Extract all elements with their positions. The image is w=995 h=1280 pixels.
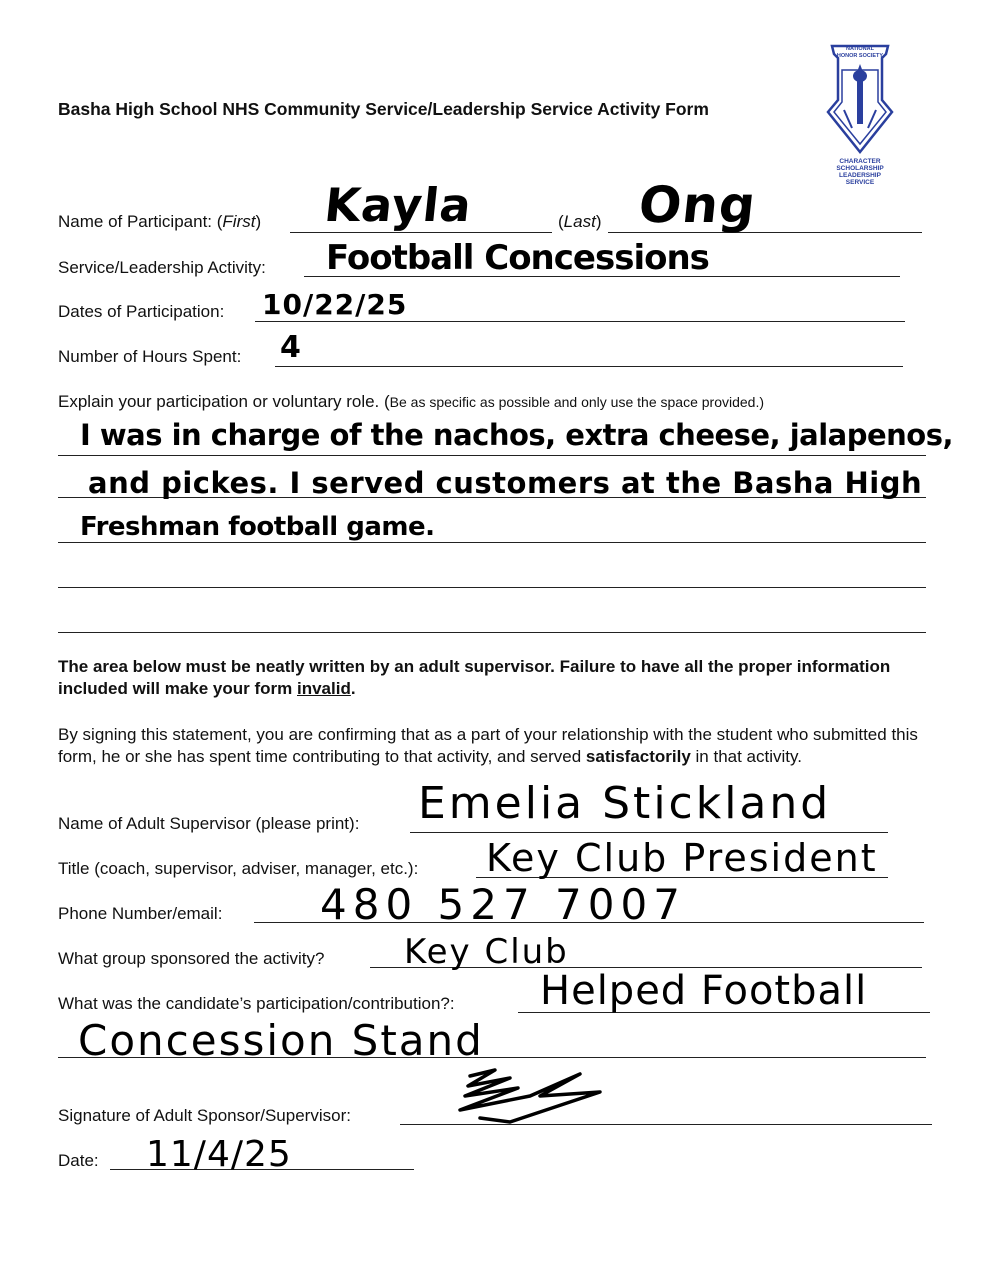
dates-line [255, 321, 905, 322]
logo-top-text: NATIONAL HONOR SOCIETY [836, 46, 884, 59]
phone-label: Phone Number/email: [58, 904, 223, 923]
dates-label: Dates of Participation: [58, 302, 225, 321]
first-name-line [290, 232, 552, 233]
notice-end: . [350, 679, 356, 698]
hours-label: Number of Hours Spent: [58, 347, 242, 366]
explain-line-1 [58, 455, 926, 456]
explain-hint: Be as specific as possible and only use the space provided.) [389, 394, 765, 410]
last-label-row [558, 212, 601, 232]
phone-value: 480 527 7007 [320, 880, 686, 929]
name-label-row [58, 212, 261, 232]
explain-line-4 [58, 587, 926, 588]
nhs-logo [820, 40, 900, 190]
supervisor-notice [58, 656, 938, 700]
statement-end: in that activity. [690, 747, 802, 766]
statement-text: By signing this statement, you are confirming that as a part of your relationship with the student who submitted this form, he or she has spent time contributing to that activity, and served [58, 725, 918, 766]
logo-bottom-text-3: LEADERSHIP [839, 172, 881, 179]
signing-statement [58, 724, 938, 768]
explain-line-3 [58, 542, 926, 543]
last-label: Last [563, 212, 596, 231]
supervisor-title-value: Key Club President [486, 836, 878, 880]
supervisor-title-label: Title (coach, supervisor, adviser, manager, etc.): [58, 859, 419, 878]
explain-line-5 [58, 632, 926, 633]
explain-label: Explain your participation or voluntary role. ( [58, 392, 390, 411]
logo-bottom-text-1: CHARACTER [839, 158, 881, 165]
explain-value-1: I was in charge of the nachos, extra cheese, jalapenos, [80, 418, 953, 452]
last-close: ) [595, 212, 602, 231]
contribution-value-2: Concession Stand [78, 1016, 484, 1065]
first-close: ) [255, 212, 262, 231]
hours-value: 4 [280, 330, 302, 365]
form-title: Basha High School NHS Community Service/Leadership Service Activity Form [58, 99, 709, 119]
logo-bottom-text-4: SERVICE [845, 179, 875, 186]
notice-text: The area below must be neatly written by an adult supervisor. Failure to have all the proper information included will make your form [58, 657, 891, 698]
signature-label: Signature of Adult Sponsor/Supervisor: [58, 1106, 351, 1125]
statement-bold: satisfactorily [585, 747, 691, 766]
contribution-value-1: Helped Football [540, 968, 868, 1014]
date-label: Date: [58, 1151, 99, 1170]
logo-bottom-text-2: SCHOLARSHIP [836, 165, 884, 172]
notice-invalid: invalid [297, 679, 351, 698]
explain-label-row [58, 392, 764, 412]
group-value: Key Club [404, 932, 569, 972]
supervisor-name-line [410, 832, 888, 833]
hours-line [275, 366, 903, 367]
first-name-value: Kayla [322, 178, 475, 232]
activity-label: Service/Leadership Activity: [58, 258, 266, 277]
last-name-value: Ong [636, 176, 760, 234]
dates-value: 10/22/25 [262, 288, 408, 321]
date-value: 11/4/25 [146, 1134, 292, 1175]
supervisor-name-label: Name of Adult Supervisor (please print): [58, 814, 360, 833]
name-label: Name of Participant: ( [58, 212, 223, 231]
activity-value: Football Concessions [326, 238, 709, 278]
explain-value-3: Freshman football game. [80, 512, 435, 542]
explain-value-2: and pickes. I served customers at the Basha High [88, 466, 923, 500]
group-label: What group sponsored the activity? [58, 949, 325, 968]
last-open: ( [558, 212, 564, 231]
signature-image [440, 1066, 610, 1128]
first-label: First [222, 212, 256, 231]
contribution-label: What was the candidate’s participation/contribution?: [58, 994, 455, 1013]
supervisor-name-value: Emelia Stickland [418, 778, 832, 829]
